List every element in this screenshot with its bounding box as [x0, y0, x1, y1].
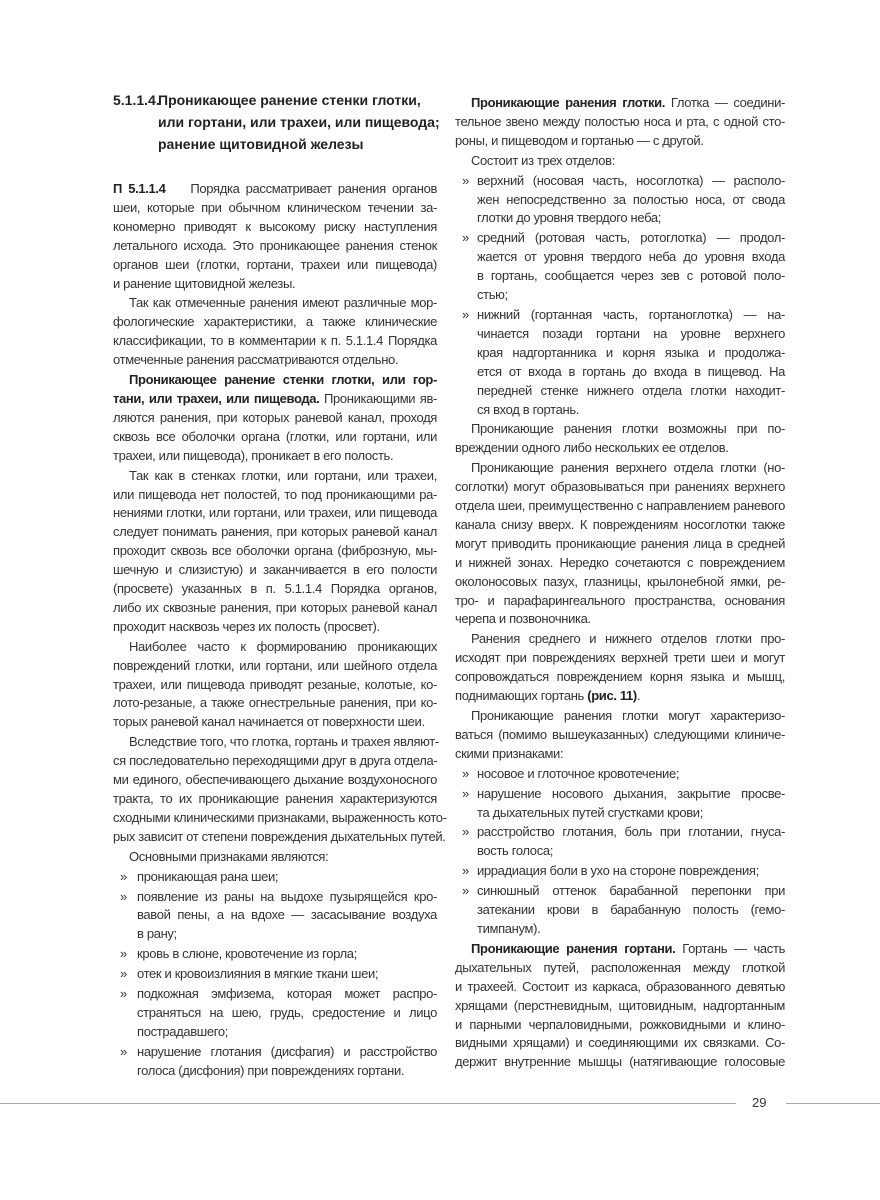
- footer-rule-left: [0, 1103, 736, 1104]
- paragraph: [113, 180, 437, 293]
- bold-run-in-text: Проникающие ранения глотки.: [471, 95, 666, 110]
- bullet-marker-icon: »: [120, 986, 128, 1002]
- bullet-item: [455, 172, 785, 229]
- text-run: Глотка — соедини-: [665, 95, 785, 110]
- text-run: .: [636, 688, 641, 704]
- bullet-item: [455, 862, 785, 881]
- page-number: 29: [752, 1095, 767, 1110]
- text-line: передней стенке нижнего отдела глотки находит-: [477, 382, 785, 398]
- right-body-text: [455, 94, 785, 1072]
- section-heading: [113, 89, 443, 155]
- text-line: фологические характеристики, а также клинические: [113, 314, 437, 330]
- bullet-marker-icon: »: [462, 863, 470, 879]
- bullet-item: [455, 765, 785, 784]
- text-line: отек и кровоизлияния в мягкие ткани шеи;: [137, 966, 379, 982]
- text-line: и ранение щитовидной железы.: [113, 275, 296, 291]
- text-line: [455, 687, 785, 706]
- text-line: тимпанум).: [477, 920, 541, 936]
- bullet-marker-icon: »: [462, 230, 470, 246]
- text-line: Проникающие ранения глотки могут характеризо-: [471, 708, 785, 723]
- text-line: либо их сквозные ранения, при которых раневой канал: [113, 599, 437, 615]
- bullet-marker-icon: »: [120, 966, 128, 982]
- text-line: в гортань, сообщается через зев с ротовой поло-: [477, 268, 785, 284]
- text-line: затекании крови в барабанную полость (гемо-: [477, 902, 785, 918]
- text-line: сквозь все оболочки органа (глотки, или гортани, или: [113, 428, 437, 444]
- text-line: Так как в стенках глотки, или гортани, или трахеи,: [129, 467, 437, 483]
- text-line: лото-резаные, а также огнестрельные ранения, при ко-: [113, 695, 437, 711]
- text-line: вость голоса;: [477, 843, 553, 859]
- text-line: кономерно приводят к высокому риску наступления: [113, 218, 437, 234]
- text-line: классификации, то в комментарии к п. 5.1.1.4 Порядка: [113, 333, 437, 349]
- text-line: рых зависит от степени повреждения дыхательных путей.: [113, 828, 446, 844]
- paragraph: [113, 371, 437, 466]
- bullet-marker-icon: »: [462, 306, 470, 322]
- text-line: верхний (носовая часть, носоглотка) — располо-: [477, 172, 785, 188]
- text-line: органов шеи (глотки, гортани, трахеи или пищевода): [113, 256, 437, 272]
- text-line: тро- и парафарингеального пространства, основания: [455, 592, 785, 608]
- text-line: держит внутренние мышцы (натягивающие голосовые: [455, 1054, 785, 1070]
- text-line: в рану;: [137, 926, 177, 942]
- text-line: могут приводить проникающие ранения лица в средней: [455, 535, 785, 551]
- text-line: [113, 390, 437, 409]
- text-line: края надгортанника и корня языка и продолжа-: [477, 344, 785, 360]
- text-line: сопровождаться повреждением корня языка и мышц,: [455, 669, 785, 685]
- text-line: вреждении одного либо нескольких ее отделов.: [455, 440, 729, 456]
- text-run: Гортань — часть: [675, 940, 785, 956]
- bullet-item: [455, 229, 785, 305]
- text-line: шеи, которые при обычном клиническом течении за-: [113, 199, 437, 215]
- text-line: скими признаками:: [455, 745, 564, 761]
- bullet-item: [455, 785, 785, 823]
- bullet-marker-icon: »: [462, 824, 470, 840]
- text-line: повреждений глотки, или гортани, или шейного отдела: [113, 657, 437, 673]
- bullet-item: [113, 888, 437, 945]
- text-line: летального исхода. Это проникающее ранения стенок: [113, 237, 437, 253]
- text-line: ся вход в гортань.: [477, 401, 580, 417]
- paragraph: [455, 940, 785, 1072]
- section-title-line: ранение щитовидной железы: [158, 136, 364, 152]
- text-line: Проникающие ранения глотки возможны при по-: [471, 421, 785, 437]
- text-line: отмеченные ранения рассматриваются отдельно.: [113, 352, 399, 368]
- text-line: жается от уровня твердого неба до уровня входа: [477, 249, 785, 265]
- paragraph: [113, 467, 437, 637]
- text-line: [113, 180, 437, 199]
- bold-run-in-text: (рис. 11): [587, 688, 637, 704]
- bullet-marker-icon: »: [462, 765, 470, 781]
- bullet-item: [455, 882, 785, 939]
- bold-run-in-text: Проникающее ранение стенки глотки, или гор-: [129, 372, 437, 388]
- text-line: торых раневой канал начинается от поверхности шеи.: [113, 714, 425, 730]
- text-line: ваться (помимо вышеуказанных) следующими клиниче-: [455, 726, 785, 742]
- text-line: Вследствие того, что глотка, гортань и трахея являют-: [129, 734, 439, 750]
- footer-rule-right: [786, 1103, 880, 1104]
- text-line: жен непосредственно за полостью носа, от свода: [477, 191, 785, 207]
- text-line: околоносовых пазух, глазницы, крылонебной ямки, ре-: [455, 573, 785, 589]
- paragraph: [113, 733, 447, 846]
- text-line: [113, 371, 437, 390]
- section-title-line: Проникающее ранение стенки глотки,: [158, 92, 421, 108]
- text-line: роны, и пищеводом и гортанью — с другой.: [455, 132, 704, 148]
- bullet-marker-icon: »: [462, 883, 470, 899]
- bullet-item: [113, 965, 437, 984]
- text-line: появление из раны на выдохе пузырящейся кро-: [137, 888, 437, 904]
- text-line: следует понимать ранения, при которых раневой канал: [113, 524, 437, 540]
- text-line: голоса (дисфония) при повреждениях гортани.: [137, 1062, 405, 1078]
- text-line: Проникающие ранения верхнего отдела глотки (но-: [471, 460, 785, 476]
- text-line: (просвете) указанных в п. 5.1.1.4 Порядка органов,: [113, 581, 437, 597]
- text-line: проходит насквозь через их полость (просвет).: [113, 618, 380, 634]
- text-line: исходят при повреждениях верхней трети шеи и могут: [455, 650, 785, 666]
- bullet-item: [455, 306, 785, 419]
- text-line: нениями глотки, или гортани, или трахеи, или пищевода: [113, 505, 437, 521]
- paragraph: [455, 152, 785, 171]
- text-run: Проникающими яв-: [319, 390, 438, 406]
- text-line: шечную и слизистую) и заканчивается в его полости: [113, 562, 437, 578]
- text-line: и трахеей. Состоит из каркаса, образованного девятью: [455, 978, 785, 994]
- section-number: 5.1.1.4.: [113, 92, 160, 108]
- bullet-marker-icon: »: [120, 946, 128, 962]
- text-line: та дыхательных путей сгустками крови;: [477, 804, 703, 820]
- bullet-item: [113, 1043, 437, 1081]
- bullet-marker-icon: »: [120, 888, 128, 904]
- bullet-item: [455, 823, 785, 861]
- text-line: и нижней зонах. Нередко сочетаются с повреждением: [455, 554, 785, 570]
- bullet-item: [113, 868, 437, 887]
- text-run: Порядка рассматривает ранения органов: [165, 181, 438, 196]
- text-line: носовое и глоточное кровотечение;: [477, 765, 680, 781]
- text-line: стью;: [477, 287, 508, 303]
- text-line: Ранения среднего и нижнего отделов глотки про-: [471, 631, 785, 647]
- text-line: чинается позади гортани на уровне верхнего: [477, 325, 785, 341]
- text-line: соглотки) могут образовываться при ранениях верхнего: [455, 479, 785, 495]
- text-line: видными хрящами) и соединяющими их связками. Со-: [455, 1035, 785, 1051]
- paragraph: [113, 848, 437, 867]
- text-line: тракта, то их проникающие ранения характеризуются: [113, 791, 437, 806]
- text-line: средний (ротовая часть, ротоглотка) — продол-: [477, 230, 785, 246]
- bullet-item: [113, 985, 437, 1042]
- bullet-item: [113, 945, 437, 964]
- text-line: нижний (гортанная часть, гортаноглотка) — на-: [477, 306, 785, 322]
- text-line: отдела шеи, преимущественно с направлением раневого: [455, 498, 785, 514]
- text-line: страняться на шею, грудь, средостение и лицо: [137, 1004, 437, 1020]
- text-line: черепа и позвоночника.: [455, 611, 591, 627]
- text-line: трахеи, или пищевода приводят резаные, колотые, ко-: [113, 676, 437, 692]
- bullet-marker-icon: »: [462, 172, 470, 188]
- text-line: тельное звено между полостью носа и рта, с одной сто-: [455, 113, 785, 129]
- paragraph: [455, 94, 785, 151]
- bullet-marker-icon: »: [120, 868, 128, 884]
- bold-run-in-text: тани, или трахеи, или пищевода.: [113, 390, 320, 406]
- bold-run-in-text: Проникающие ранения гортани.: [471, 940, 676, 956]
- text-line: ми единого, обеспечивающего дыхание воздухоносного: [113, 772, 437, 788]
- left-body-text: [113, 179, 447, 1081]
- text-line: проходит сквозь все оболочки органа (фиброзную, мы-: [113, 543, 437, 559]
- text-line: канала снизу вверх. К повреждениям носоглотки также: [455, 516, 785, 532]
- text-line: подкожная эмфизема, которая может распро-: [137, 986, 437, 1002]
- text-line: нарушение глотания (дисфагия) и расстройство: [137, 1043, 437, 1059]
- text-line: ся последовательно переходящими друг в друга отдела-: [113, 753, 438, 769]
- paragraph: [455, 420, 785, 458]
- text-line: пострадавшего;: [137, 1023, 228, 1039]
- paragraph: [455, 459, 785, 629]
- text-line: [455, 94, 785, 113]
- text-line: синюшный оттенок барабанной перепонки при: [477, 883, 785, 899]
- paragraph: [113, 294, 437, 370]
- text-line: иррадиация боли в ухо на стороне повреждения;: [477, 863, 759, 879]
- text-line: и парными черпаловидными, рожковидными и клино-: [455, 1016, 785, 1032]
- section-title-line: или гортани, или трахеи, или пищевода;: [158, 114, 440, 130]
- text-line: или пищевода нет полостей, то под проникающими ра-: [113, 486, 437, 502]
- bullet-marker-icon: »: [462, 785, 470, 801]
- text-line: [455, 940, 785, 959]
- text-line: вавой пены, а на вдохе — засасывание воздуха: [137, 907, 437, 923]
- text-line: Так как отмеченные ранения имеют различные мор-: [129, 295, 437, 311]
- paragraph: [113, 638, 437, 733]
- text-line: ется от входа в гортань до входа в пищевод. На: [477, 363, 785, 379]
- text-line: нарушение носового дыхания, закрытие просве-: [477, 785, 785, 801]
- text-line: дыхательных путей, расположенная между глоткой: [455, 959, 785, 975]
- text-line: трахеи, или пищевода), проникает в его полость.: [113, 447, 394, 463]
- text-line: кровь в слюне, кровотечение из горла;: [137, 946, 357, 962]
- text-line: проникающая рана шеи;: [137, 868, 279, 884]
- bullet-marker-icon: »: [120, 1043, 128, 1059]
- text-line: глотки до уровня твердого неба;: [477, 210, 662, 226]
- text-line: Состоит из трех отделов:: [471, 152, 615, 168]
- right-column: [455, 93, 785, 1072]
- text-line: Основными признаками являются:: [129, 848, 329, 864]
- text-line: сходными клиническими признаками, выраженность кото-: [113, 809, 447, 825]
- bold-run-in-text: П 5.1.1.4: [113, 181, 166, 196]
- paragraph: [455, 630, 785, 706]
- paragraph: [455, 707, 785, 764]
- text-line: хрящами (перстневидным, щитовидным, надгортанным: [455, 997, 785, 1013]
- text-line: расстройство глотания, боль при глотании, гнуса-: [477, 824, 785, 840]
- text-run: поднимающих гортань: [455, 688, 588, 704]
- text-line: ляются ранения, при которых раневой канал, проходя: [113, 409, 437, 425]
- text-line: Наиболее часто к формированию проникающих: [129, 638, 437, 654]
